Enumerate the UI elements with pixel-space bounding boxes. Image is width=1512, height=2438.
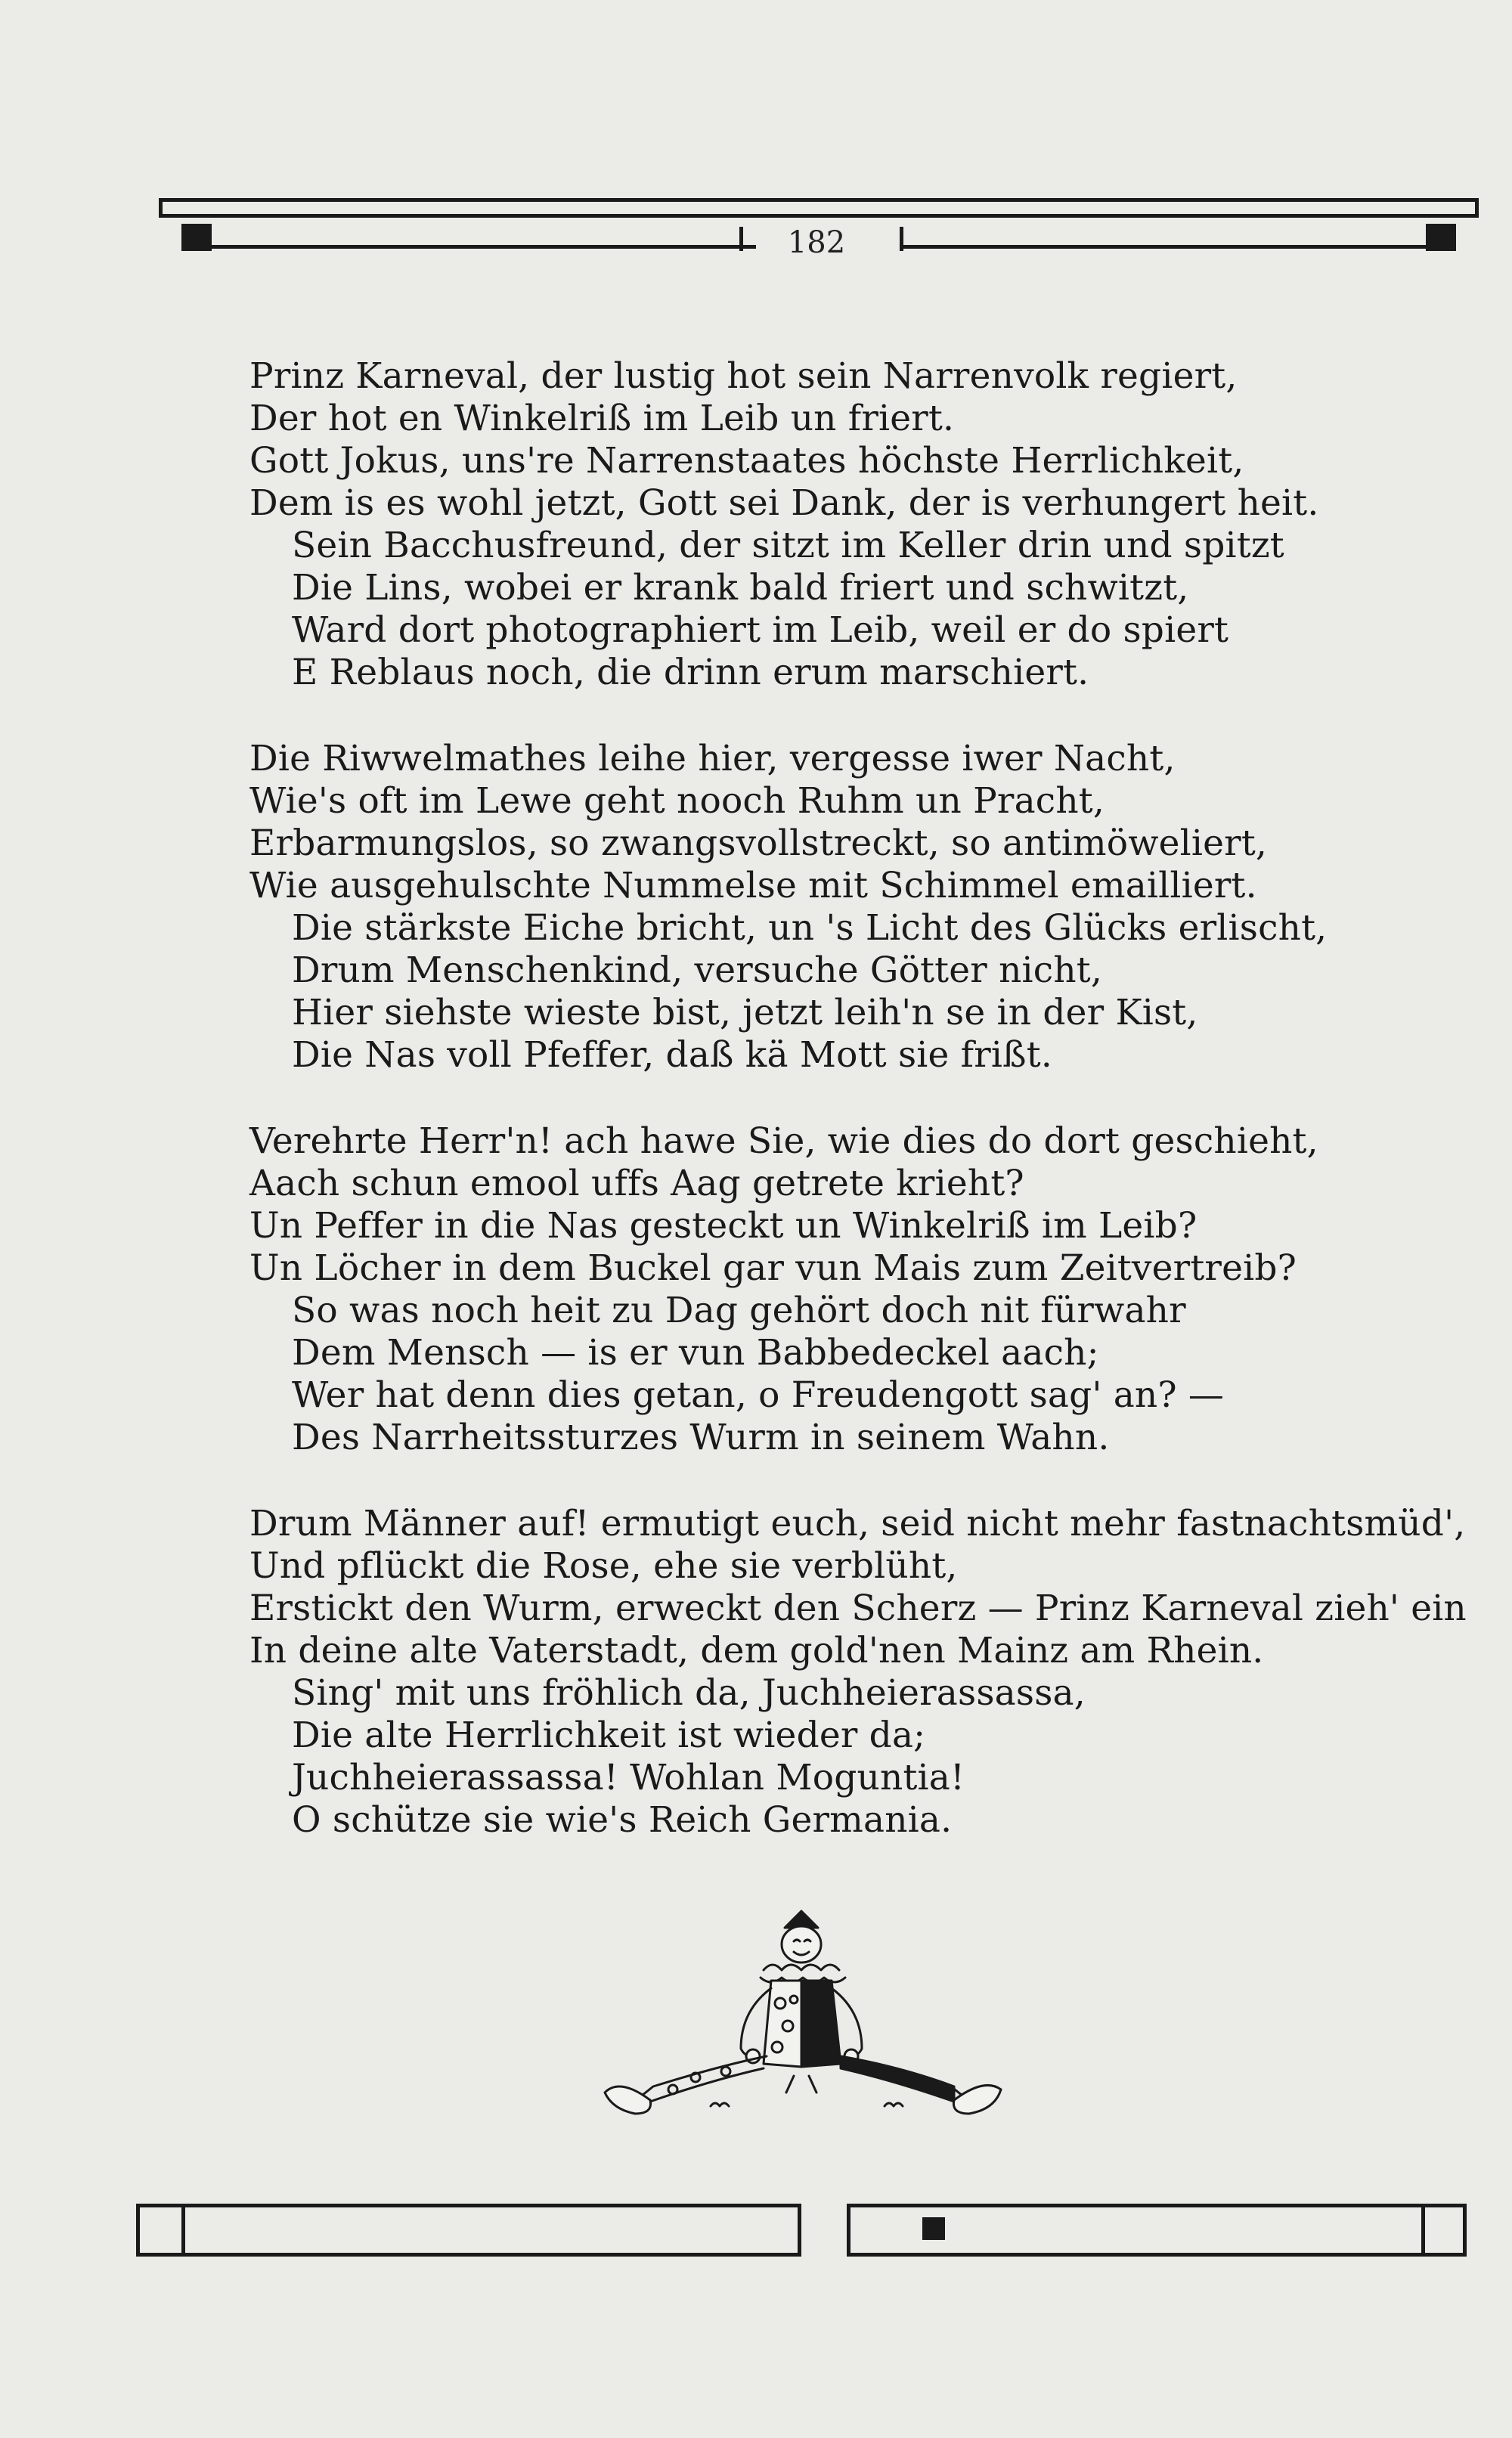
- sitting-clown-icon: [582, 1905, 1021, 2132]
- poem-line: O schütze sie wie's Reich Germania.: [292, 1799, 953, 1841]
- poem: [249, 355, 1467, 1885]
- poem-line: Die stärkste Eiche bricht, un 's Licht des Glücks erlischt,: [292, 907, 1328, 949]
- poem-line: In deine alte Vaterstadt, dem gold'nen Mainz am Rhein.: [249, 1630, 1264, 1671]
- poem-line: Die Nas voll Pfeffer, daß kä Mott sie frißt.: [292, 1034, 1052, 1076]
- poem-line: Un Löcher in dem Buckel gar vun Mais zum Zeitvertreib?: [249, 1247, 1297, 1289]
- poem-line: Die Riwwelmathes leihe hier, vergesse iwer Nacht,: [249, 738, 1176, 779]
- poem-line: E Reblaus noch, die drinn erum marschiert.: [292, 652, 1089, 693]
- top-border-outer-rule: [159, 198, 1479, 218]
- stanza-4: [249, 1503, 1467, 1842]
- poem-line: Erbarmungslos, so zwangsvollstreckt, so antimöweliert,: [249, 822, 1268, 864]
- poem-line: Un Peffer in die Nas gesteckt un Winkelriß im Leib?: [249, 1205, 1198, 1247]
- poem-line: Wie ausgehulschte Nummelse mit Schimmel emailliert.: [249, 865, 1257, 906]
- poem-line: Hier siehste wieste bist, jetzt leih'n se in der Kist,: [292, 992, 1198, 1033]
- poem-line: Drum Menschenkind, versuche Götter nicht,: [292, 949, 1103, 991]
- poem-line: Verehrte Herr'n! ach hawe Sie, wie dies do dort geschieht,: [249, 1120, 1318, 1162]
- poem-line: Dem Mensch — is er vun Babbedeckel aach;: [292, 1332, 1099, 1374]
- poem-line: Und pflückt die Rose, ehe sie verblüht,: [249, 1545, 958, 1587]
- page-number: 182: [787, 225, 846, 260]
- poem-line: Die Lins, wobei er krank bald friert und schwitzt,: [292, 567, 1189, 609]
- poem-line: Ward dort photographiert im Leib, weil er do spiert: [292, 609, 1229, 651]
- poem-line: Wer hat denn dies getan, o Freudengott sag' an? —: [292, 1374, 1225, 1416]
- poem-line: Juchheierassassa! Wohlan Moguntia!: [292, 1757, 965, 1798]
- stanza-2: [249, 738, 1399, 1076]
- poem-line: Wie's oft im Lewe geht nooch Ruhm un Pracht,: [249, 780, 1105, 822]
- poem-line: Sein Bacchusfreund, der sitzt im Keller drin und spitzt: [292, 525, 1284, 566]
- poem-line: Dem is es wohl jetzt, Gott sei Dank, der is verhungert heit.: [249, 482, 1319, 524]
- bottom-border-left-divider: [181, 2204, 185, 2257]
- poem-line: Der hot en Winkelriß im Leib un friert.: [249, 398, 955, 439]
- bottom-border-center-mark: [922, 2217, 945, 2240]
- stanza-1: [249, 355, 1399, 694]
- poem-line: Sing' mit uns fröhlich da, Juchheierassassa,: [292, 1672, 1086, 1714]
- poem-line: Aach schun emool uffs Aag getrete krieht?: [249, 1163, 1024, 1204]
- poem-line: Prinz Karneval, der lustig hot sein Narrenvolk regiert,: [249, 355, 1238, 397]
- bottom-border-left-box: [136, 2204, 801, 2257]
- poem-line: Erstickt den Wurm, erweckt den Scherz — Prinz Karneval zieh' ein: [249, 1588, 1467, 1629]
- bottom-border-right-divider: [1421, 2204, 1425, 2257]
- bottom-border-ornament: [136, 2204, 1467, 2264]
- poem-line: Des Narrheitssturzes Wurm in seinem Wahn.: [292, 1417, 1110, 1458]
- poem-line: So was noch heit zu Dag gehört doch nit fürwahr: [292, 1290, 1186, 1331]
- top-border-left-rule: [181, 245, 756, 249]
- top-border-right-rule: [900, 245, 1452, 249]
- stanza-3: [249, 1120, 1399, 1459]
- poem-line: Die alte Herrlichkeit ist wieder da;: [292, 1715, 926, 1756]
- poem-line: Drum Männer auf! ermutigt euch, seid nicht mehr fastnachtsmüd',: [249, 1503, 1466, 1544]
- poem-line: Gott Jokus, uns're Narrenstaates höchste Herrlichkeit,: [249, 440, 1244, 482]
